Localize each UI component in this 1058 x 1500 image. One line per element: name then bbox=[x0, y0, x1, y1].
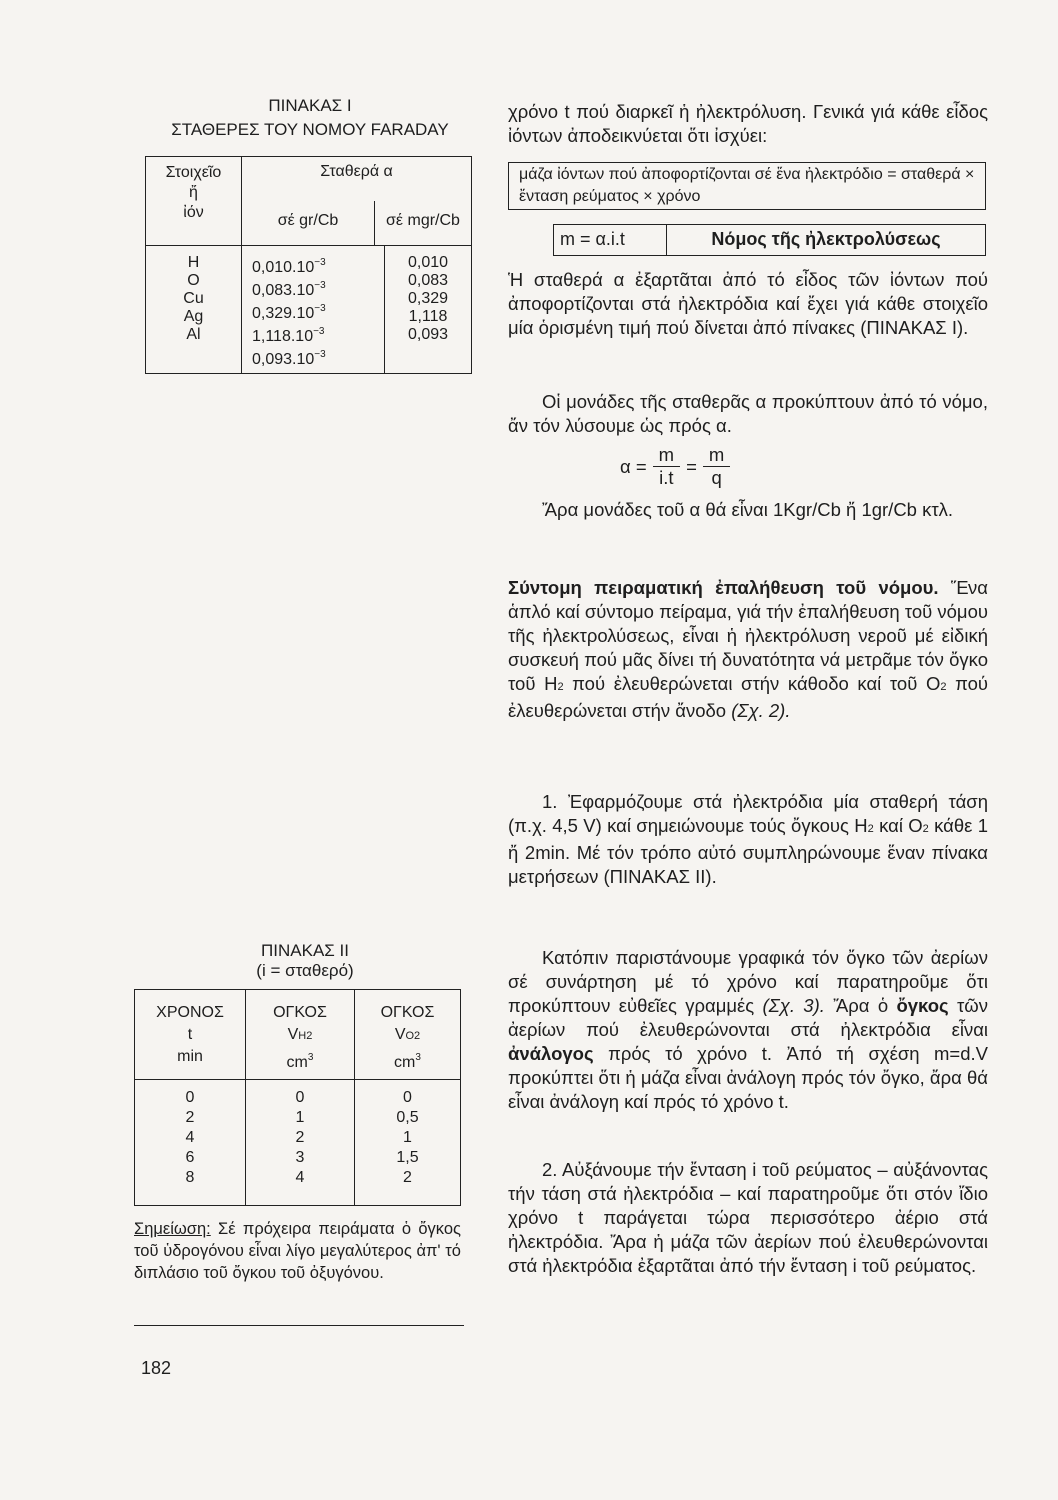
note-text: Σέ πρόχειρα πειράματα ὁ ὄγκος τοῦ ὑδρογόνου εἶναι λίγο μεγαλύτερος ἀπ' τό διπλάσιο τοῦ ὄγκου τοῦ ὀξυγόνου. bbox=[134, 1220, 461, 1282]
subscript: 2 bbox=[867, 823, 874, 835]
header-symbol: V bbox=[394, 1026, 406, 1043]
table-cell: 0 bbox=[403, 1089, 412, 1106]
numerator: m bbox=[703, 444, 730, 467]
element-cell: H bbox=[187, 254, 200, 271]
table-cell: 1,5 bbox=[396, 1149, 419, 1166]
exponent: −3 bbox=[314, 280, 326, 291]
header-line bbox=[246, 1047, 354, 1074]
equation bbox=[620, 444, 730, 489]
text-run: Ἄρα ὁ bbox=[824, 995, 897, 1016]
table1-title: ΣΤΑΘΕΡΕΣ ΤΟΥ ΝΟΜΟΥ FARADAY bbox=[171, 120, 449, 139]
table2-header-time bbox=[135, 990, 246, 1080]
fraction-1 bbox=[653, 444, 680, 489]
exponent: −3 bbox=[314, 303, 326, 314]
element-cell: O bbox=[187, 272, 200, 289]
header-superscript: 3 bbox=[307, 1052, 314, 1063]
table-cell: 2 bbox=[403, 1169, 412, 1186]
value-text: 0,010.10 bbox=[252, 259, 315, 276]
text-run: πού ἐλευθερώνεται στήν ἄνοδο bbox=[508, 673, 988, 721]
header-line bbox=[355, 1047, 460, 1074]
note-label: Σημείωση: bbox=[134, 1220, 211, 1238]
value-text: 1,118.10 bbox=[252, 328, 314, 345]
table1-col-mgr bbox=[385, 246, 472, 374]
element-cell: Al bbox=[186, 326, 201, 343]
header-subscript: O2 bbox=[405, 1030, 421, 1042]
paragraph-constant: Ἡ σταθερά α ἐξαρτᾶται ἀπό τό εἶδος τῶν ἰόντων πού ἀποφορτίζονται στά ἠλεκτρόδια καί ἔχει γιά κάθε στοιχεῖο μία ὁρισμένη τιμή πού δίνεται ἀπό πίνακες (ΠΙΝΑΚΑΣ Ι). bbox=[508, 269, 988, 338]
text-run: πρός τό χρόνο t. Ἀπό τή σχέση m=d.V προκύπτει ὅτι ἡ μάζα εἶναι ἀνάλογη πρός τόν ὄγκο, ἄρα θά εἶναι ἀνάλογη καί πρός τό χρόνο t. bbox=[508, 1043, 988, 1112]
value-cell: 0,010 bbox=[407, 254, 449, 271]
header-line: Στοιχεῖο bbox=[165, 164, 222, 181]
table-cell: 2 bbox=[185, 1109, 195, 1126]
value-cell bbox=[252, 323, 384, 346]
table2-header-vo2 bbox=[355, 990, 461, 1080]
value-cell: 1,118 bbox=[408, 308, 448, 325]
table1-col-elements bbox=[146, 246, 242, 374]
header-line: ἰόν bbox=[183, 204, 204, 221]
exponent: −3 bbox=[314, 257, 326, 268]
value-cell bbox=[252, 346, 384, 369]
table2-col-time bbox=[135, 1080, 246, 1206]
table2-col-vh2 bbox=[246, 1080, 355, 1206]
text-run: Κατόπιν παριστάνουμε γραφικά τόν ὄγκο τῶν ἀερίων σέ συνάρτηση μέ τό χρόνο καί παρατηροῦμε ὅτι προκύπτουν εὐθεῖες γραμμές bbox=[508, 947, 988, 1016]
table-cell: 1 bbox=[295, 1109, 305, 1126]
value-text: 0,083.10 bbox=[252, 282, 315, 299]
value-cell bbox=[252, 254, 384, 277]
equals-sign: = bbox=[686, 455, 697, 477]
formula-box: μάζα ἰόντων πού ἀποφορτίζονται σέ ἕνα ἠλεκτρόδιο = σταθερά × ἔνταση ρεύματος × χρόνο bbox=[508, 162, 986, 210]
emphasis: ὄγκος bbox=[896, 995, 949, 1016]
note bbox=[134, 1218, 461, 1284]
table-cell: 6 bbox=[185, 1149, 195, 1166]
paragraph-step1 bbox=[508, 790, 988, 889]
section-heading: Σύντομη πειραματική ἐπαλήθευση τοῦ νόμου. bbox=[508, 577, 939, 598]
header-unit-gr: σέ gr/Cb bbox=[277, 212, 339, 229]
denominator: i.t bbox=[659, 467, 674, 488]
table-cell: 3 bbox=[295, 1149, 305, 1166]
header-superscript: 3 bbox=[415, 1052, 421, 1063]
table-cell: 2 bbox=[295, 1129, 305, 1146]
value-cell: 0,083 bbox=[407, 272, 449, 289]
table2 bbox=[134, 989, 461, 1206]
paragraph-units: Οἱ μονάδες τῆς σταθερᾶς α προκύπτουν ἀπό τό νόμο, ἄν τόν λύσουμε ὡς πρός α. bbox=[508, 391, 988, 436]
table2-label: ΠΙΝΑΚΑΣ ΙΙ bbox=[261, 941, 349, 960]
value-text: 0,093.10 bbox=[252, 351, 315, 368]
law-formula: m = α.i.t bbox=[554, 225, 667, 255]
header-line bbox=[355, 1024, 460, 1047]
value-cell: 0,093 bbox=[407, 326, 449, 343]
page-number: 182 bbox=[141, 1358, 172, 1378]
element-cell: Cu bbox=[183, 290, 204, 307]
header-line: t bbox=[187, 1026, 193, 1043]
figure-reference: (Σχ. 3). bbox=[762, 995, 825, 1016]
value-cell bbox=[252, 300, 384, 323]
element-cell: Ag bbox=[183, 308, 204, 325]
equation-lhs: α = bbox=[620, 455, 647, 477]
numerator: m bbox=[653, 444, 680, 467]
table-cell: 0 bbox=[185, 1089, 195, 1106]
paragraph-units-result: Ἄρα μονάδες τοῦ α θά εἶναι 1Kgr/Cb ἤ 1gr/Cb κτλ. bbox=[542, 499, 954, 520]
table-cell: 4 bbox=[295, 1169, 305, 1186]
table2-col-vo2 bbox=[355, 1080, 461, 1206]
emphasis: ἀνάλογος bbox=[508, 1043, 594, 1064]
table-cell: 4 bbox=[185, 1129, 195, 1146]
table-cell: 0,5 bbox=[396, 1109, 419, 1126]
law-box bbox=[553, 224, 986, 256]
intro-paragraph: χρόνο t πού διαρκεῖ ἡ ἠλεκτρόλυση. Γενικά γιά κάθε εἶδος ἰόντων ἀποδεικνύεται ὅτι ἰσχύει: bbox=[508, 101, 988, 146]
subscript: 2 bbox=[557, 681, 564, 693]
table1-header-constant bbox=[242, 157, 472, 246]
table-cell: 0 bbox=[295, 1089, 305, 1106]
header-unit: cm bbox=[394, 1054, 416, 1071]
fraction-2 bbox=[703, 444, 730, 489]
law-name: Νόμος τῆς ἠλεκτρολύσεως bbox=[711, 229, 941, 249]
header-line: ΟΓΚΟΣ bbox=[380, 1004, 435, 1021]
text-run: Ἕνα ἁπλό καί σύντομο πείραμα, γιά τήν ἐπαλήθευση τοῦ νόμου τῆς ἠλεκτρολύσεως, εἶναι ἡ ἠλεκτρόλυση νεροῦ μέ εἰδική συσκευή πού μᾶς δίνει τή δυνατότητα νά μετρᾶμε τόν ὄγκο τοῦ H bbox=[508, 577, 988, 694]
table1 bbox=[145, 156, 472, 374]
header-line bbox=[246, 1024, 354, 1047]
table1-col-gr bbox=[242, 246, 385, 374]
footnote-rule bbox=[134, 1325, 464, 1326]
denominator: q bbox=[711, 467, 722, 488]
header-unit: cm bbox=[286, 1054, 308, 1071]
exponent: −3 bbox=[314, 349, 326, 360]
table-cell: 1 bbox=[403, 1129, 412, 1146]
paragraph-experiment bbox=[508, 576, 988, 723]
header-group: Σταθερά α bbox=[320, 163, 393, 180]
text-run: 1. Ἐφαρμόζουμε στά ἠλεκτρόδια μία σταθερή τάση (π.χ. 4,5 V) καί σημειώνουμε τούς ὄγκους H bbox=[508, 791, 988, 836]
header-subscript: H2 bbox=[298, 1030, 313, 1042]
table-cell: 8 bbox=[185, 1169, 195, 1186]
table2-subtitle: (i = σταθερό) bbox=[256, 961, 354, 980]
header-line: ἤ bbox=[189, 184, 198, 201]
header-unit-mgr: σέ mgr/Cb bbox=[374, 201, 471, 245]
subscript: 2 bbox=[922, 823, 929, 835]
value-cell: 0,329 bbox=[407, 290, 449, 307]
exponent: −3 bbox=[313, 326, 325, 337]
header-line: ΟΓΚΟΣ bbox=[273, 1004, 327, 1021]
value-text: 0,329.10 bbox=[252, 305, 315, 322]
text-run: τῶν ἀερίων πού ἐλευθερώνονται στά ἠλεκτρόδια εἶναι bbox=[508, 995, 988, 1040]
paragraph-step2: 2. Αὐξάνουμε τήν ἔνταση i τοῦ ρεύματος – αὐξάνοντας τήν τάση στά ἠλεκτρόδια – καί παρατηροῦμε ὅτι στόν ἴδιο χρόνο t παράγεται τώρα περισσότερο ἀέριο στά ἠλεκτρόδια. Ἄρα ἡ μάζα τῶν ἀερίων πού ἐλευθερώνονται στά ἠλεκτρόδια ἐξαρτᾶται ἀπό τήν ἔνταση i τοῦ ρεύματος. bbox=[508, 1159, 988, 1276]
paragraph-graph bbox=[508, 946, 988, 1114]
text-run: κάθε 1 ἤ 2min. Μέ τόν τρόπο αὐτό συμπληρώνουμε ἕναν πίνακα μετρήσεων (ΠΙΝΑΚΑΣ ΙΙ). bbox=[508, 815, 988, 887]
subscript: 2 bbox=[940, 681, 947, 693]
table1-label: ΠΙΝΑΚΑΣ Ι bbox=[268, 96, 352, 115]
text-run: καί O bbox=[873, 815, 923, 836]
header-line: ΧΡΟΝΟΣ bbox=[156, 1004, 224, 1021]
header-line: min bbox=[177, 1048, 203, 1065]
table2-header-vh2 bbox=[246, 990, 355, 1080]
text-run: πού ἐλευθερώνεται στήν κάθοδο καί τοῦ O bbox=[563, 673, 941, 694]
header-symbol: V bbox=[287, 1026, 299, 1043]
value-cell bbox=[252, 277, 384, 300]
figure-reference: (Σχ. 2). bbox=[731, 700, 791, 721]
table1-header-element bbox=[146, 157, 242, 246]
